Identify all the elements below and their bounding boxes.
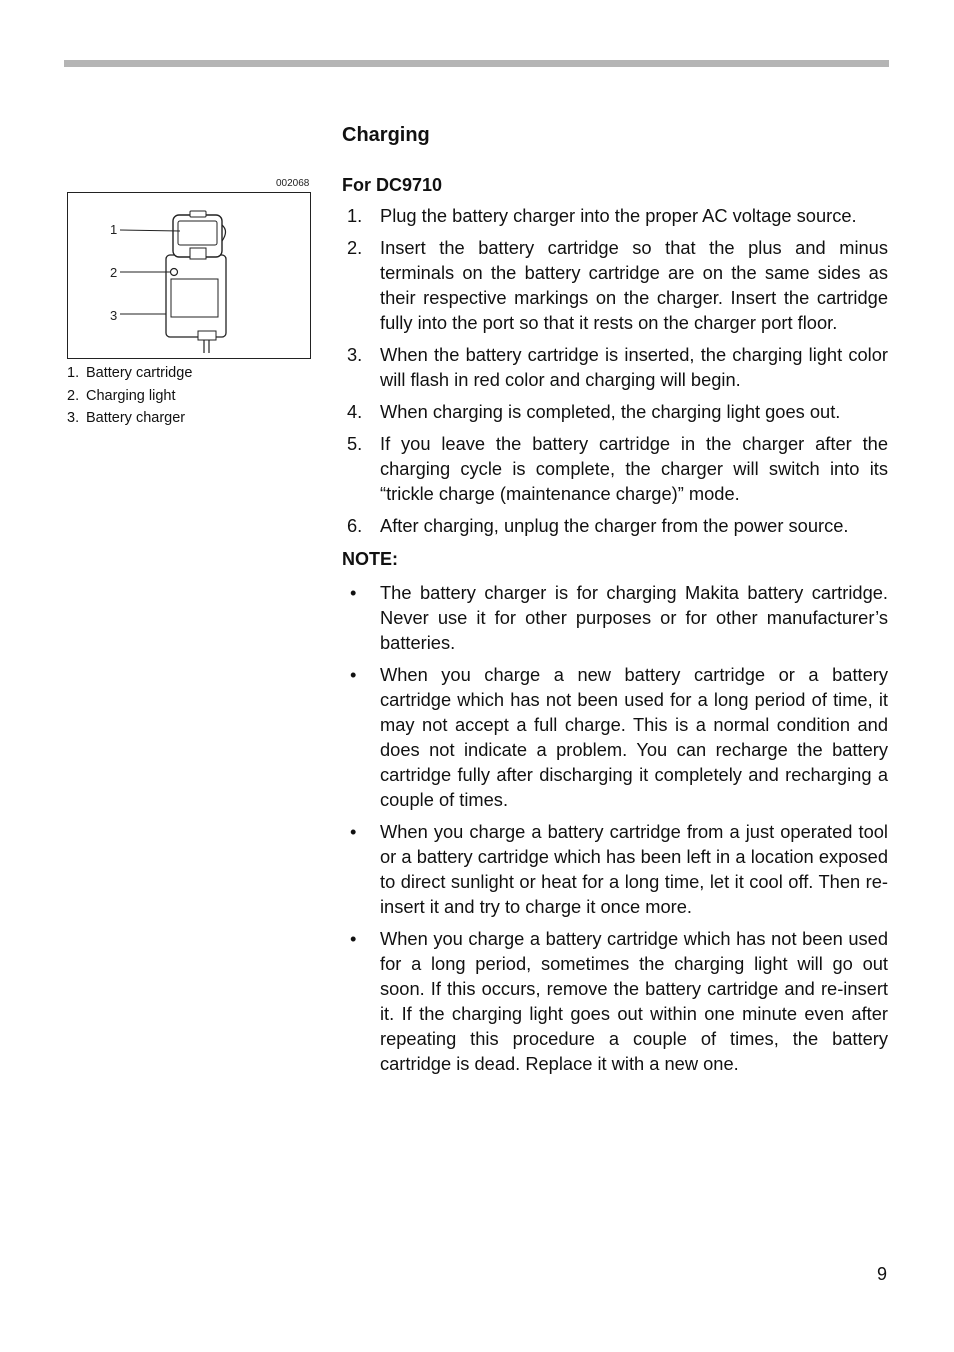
step-text: When charging is completed, the charging light goes out.: [380, 401, 841, 422]
legend-number: 1.: [67, 365, 80, 381]
note-item: [342, 926, 888, 1076]
step-item: [342, 431, 888, 506]
battery-cartridge-latch: [190, 211, 206, 217]
step-item: [342, 203, 888, 228]
note-item: [342, 662, 888, 812]
step-text: After charging, unplug the charger from the power source.: [380, 515, 849, 536]
bullet-icon: •: [350, 664, 357, 685]
legend-number: 2.: [67, 387, 80, 404]
step-text: When the battery cartridge is inserted, the charging light color will flash in red color and charging will begin.: [380, 344, 888, 390]
legend-label: Battery cartridge: [86, 365, 193, 381]
leader-line-1: [120, 230, 180, 231]
note-text: When you charge a new battery cartridge or a battery cartridge which has not been used for a long period of time, it may not accept a full charge. This is a normal condition and does not indicate a problem. You can recharge the battery cartridge fully after discharging it completely and recharging a couple of times.: [380, 664, 888, 810]
notes-list: [342, 580, 888, 1076]
note-heading: NOTE:: [342, 549, 398, 569]
battery-cartridge-window: [178, 221, 217, 245]
section-subtitle: For DC9710: [342, 175, 443, 195]
step-text: If you leave the battery cartridge in the charger after the charging cycle is complete, the charger will switch into its “trickle charge (maintenance charge)” mode.: [380, 433, 888, 504]
battery-cartridge-neck: [190, 248, 206, 259]
legend-label: Battery charger: [86, 410, 186, 426]
cord-plug: [198, 331, 216, 340]
step-item: [342, 235, 888, 335]
page-number: 9: [877, 1264, 888, 1284]
note-item: [342, 580, 888, 655]
legend-item: [67, 385, 192, 408]
note-item: [342, 819, 888, 919]
charger-drawing: [68, 193, 312, 360]
legend-item: [67, 362, 192, 385]
callout-3: 3: [110, 308, 118, 323]
step-number: 6.: [347, 515, 363, 536]
step-item: [342, 513, 888, 538]
step-item: [342, 342, 888, 392]
step-text: Insert the battery cartridge so that the plus and minus terminals on the battery cartridge are on the same sides as their respective markings on the charger. Insert the cartridge fully into the port so that it rests on the charger port floor.: [380, 237, 888, 333]
main-content: [342, 120, 888, 1083]
bullet-icon: •: [350, 928, 357, 949]
step-number: 4.: [347, 401, 363, 422]
charger-label-panel: [171, 279, 218, 317]
step-number: 2.: [347, 237, 363, 258]
step-number: 5.: [347, 433, 363, 454]
figure-legend: [67, 362, 192, 430]
section-title: Charging: [342, 124, 430, 146]
figure-code: 002068: [276, 178, 310, 189]
header-rule: [64, 60, 889, 67]
bullet-icon: •: [350, 821, 357, 842]
note-text: When you charge a battery cartridge from a just operated tool or a battery cartridge which has been left in a location exposed to direct sunlight or heat for a long time, let it cool off. Then re-insert it and try to charge it once more.: [380, 821, 888, 917]
step-text: Plug the battery charger into the proper AC voltage source.: [380, 205, 857, 226]
callout-2: 2: [110, 265, 118, 280]
charging-light-shape: [171, 269, 178, 276]
note-text: When you charge a battery cartridge which has not been used for a long period, sometimes the charging light will go out soon. If this occurs, remove the battery cartridge and re-insert it. If the charging light goes out within one minute even after repeating this procedure a couple of times, the battery cartridge is dead. Replace it with a new one.: [380, 928, 888, 1074]
legend-item: [67, 407, 192, 430]
charger-illustration: [67, 192, 311, 359]
callout-1: 1: [110, 222, 118, 237]
step-item: [342, 399, 888, 424]
bullet-icon: •: [350, 582, 357, 603]
legend-label: Charging light: [86, 387, 176, 404]
note-text: The battery charger is for charging Makita battery cartridge. Never use it for other purposes or for other manufacturer’s batteries.: [380, 582, 888, 653]
step-number: 1.: [347, 205, 363, 226]
charging-steps: [342, 203, 888, 538]
legend-number: 3.: [67, 410, 80, 426]
step-number: 3.: [347, 344, 363, 365]
